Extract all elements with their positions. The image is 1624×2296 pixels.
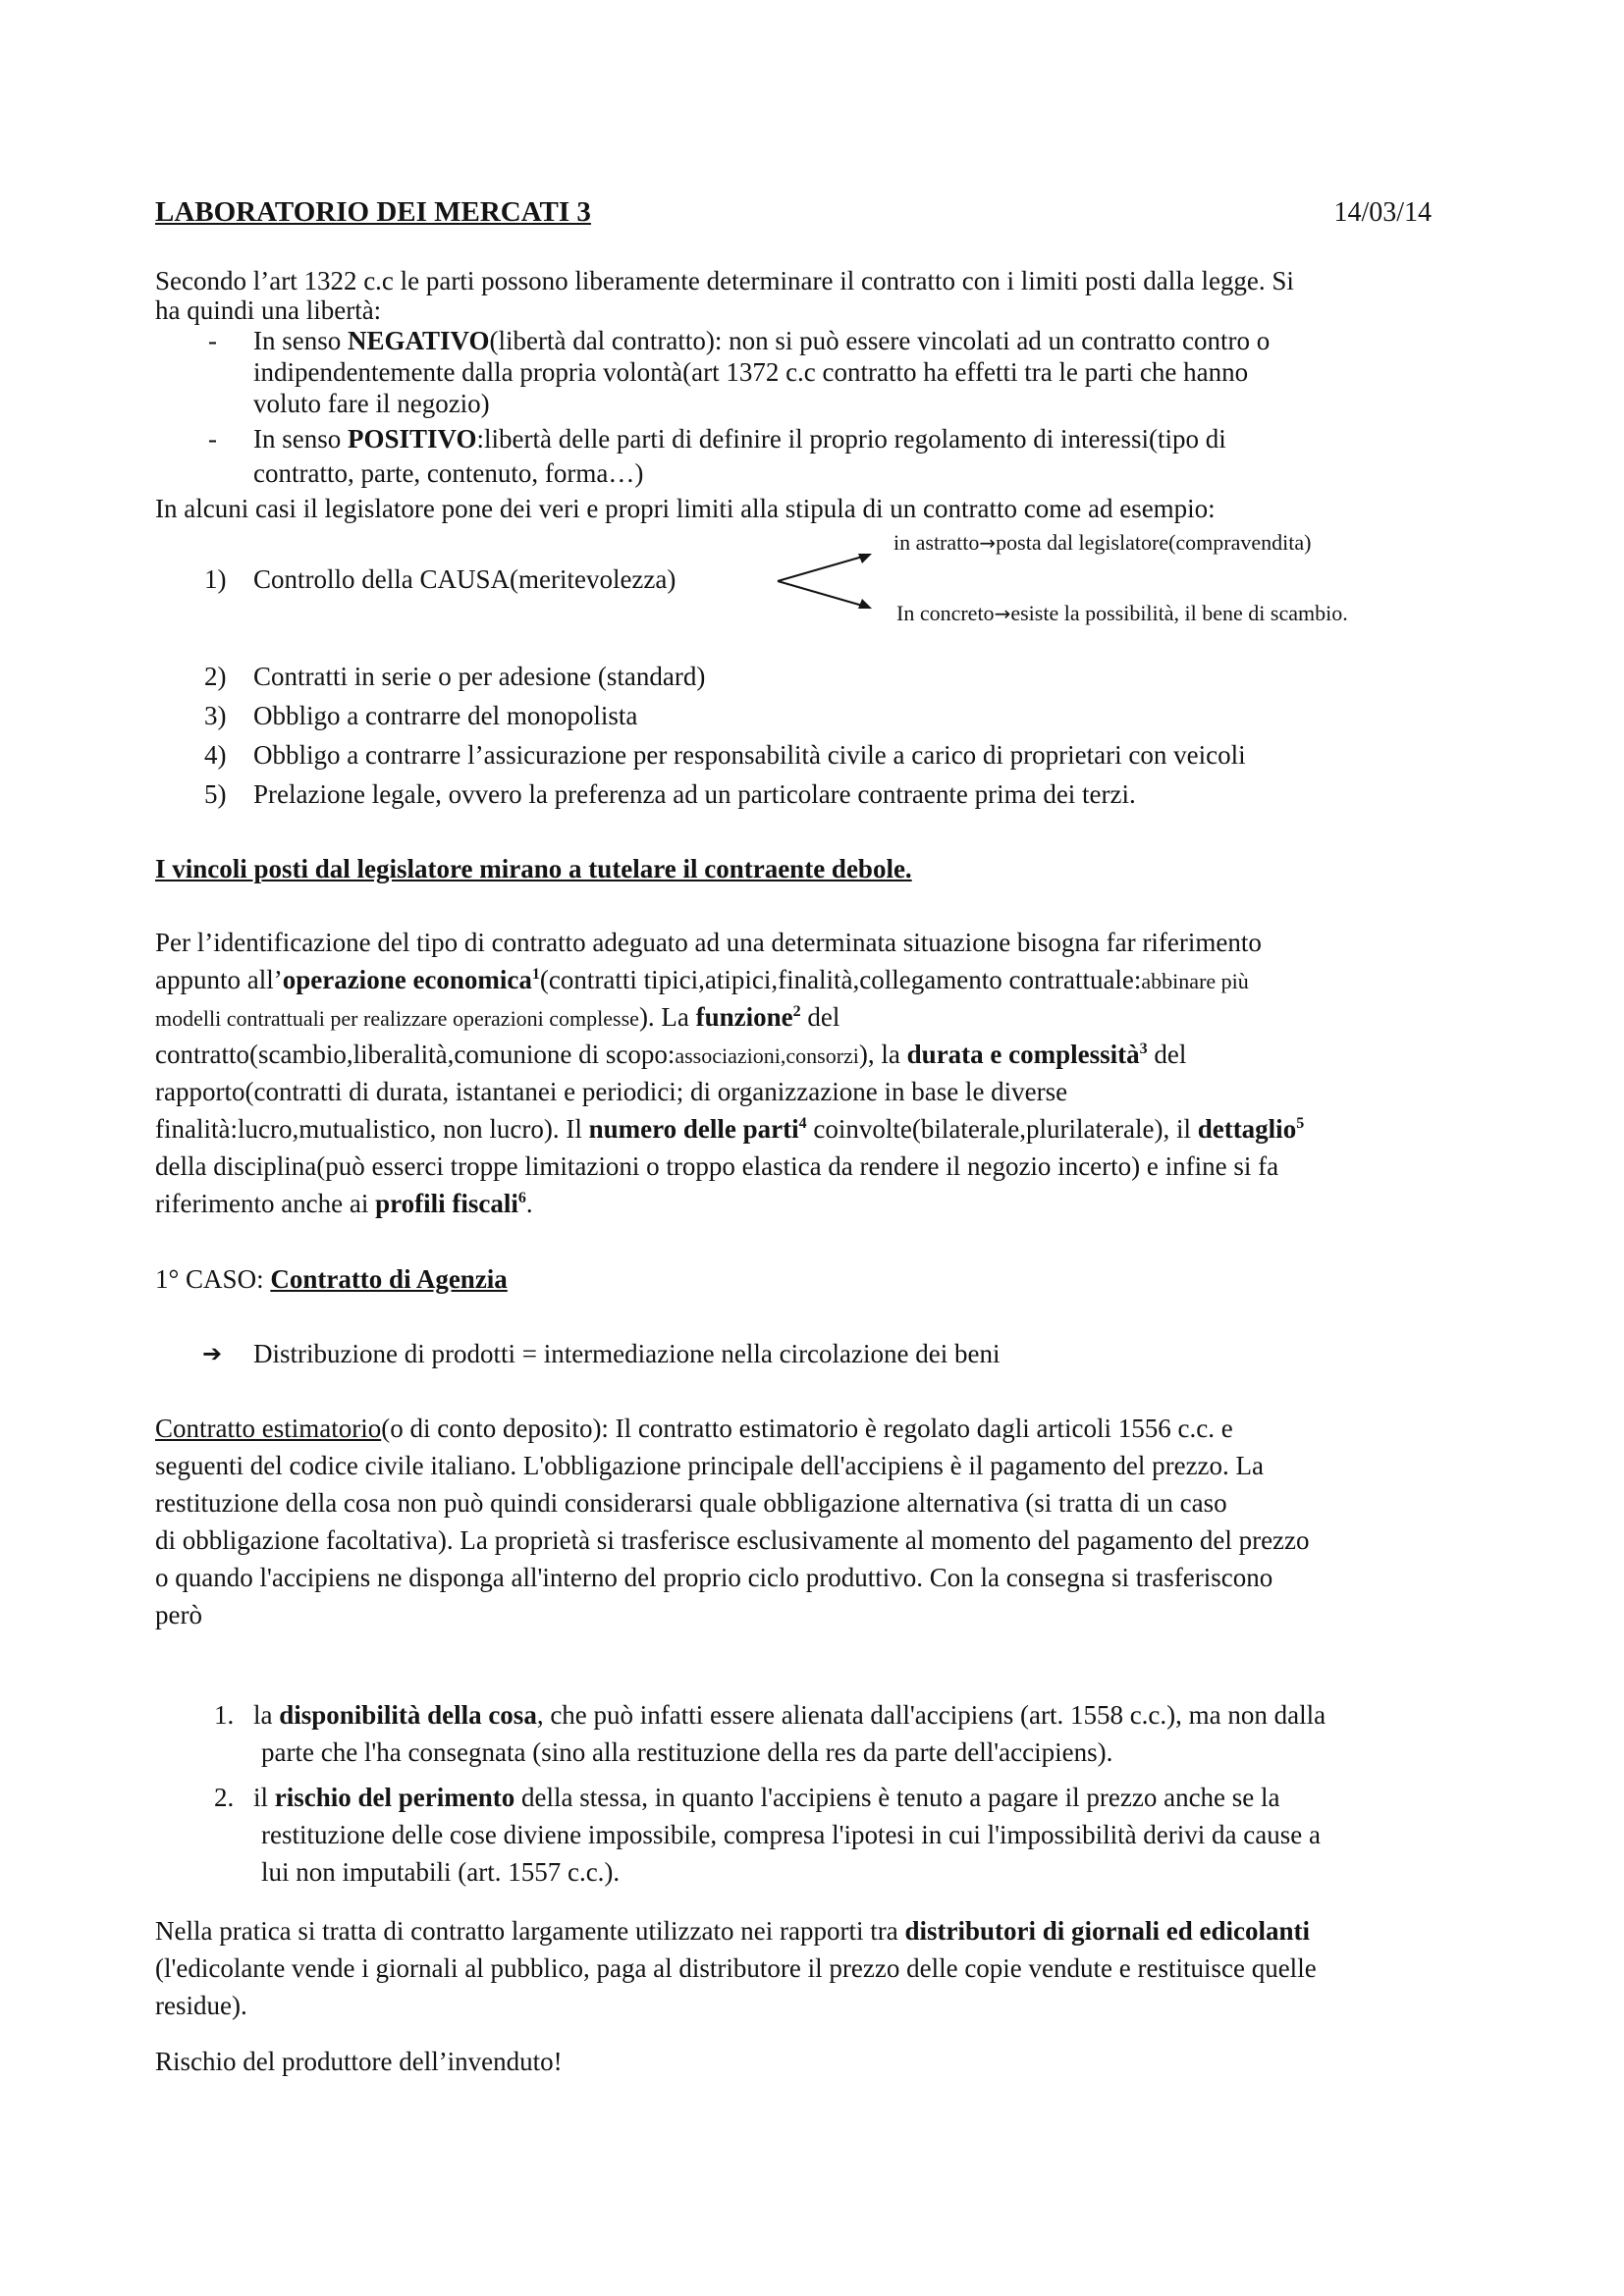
bullet-keyword: NEGATIVO bbox=[348, 326, 490, 355]
limit-text: Contratti in serie o per adesione (standard) bbox=[253, 662, 706, 691]
causa-number: 1) bbox=[204, 564, 227, 594]
branch-arrows-icon bbox=[776, 550, 874, 613]
bullet-dash: - bbox=[208, 424, 217, 454]
causa-label: Controllo della CAUSA(meritevolezza) bbox=[253, 564, 677, 594]
limit-text: Obbligo a contrarre l’assicurazione per responsabilità civile a carico di proprietari con veicoli bbox=[253, 740, 1246, 770]
document-date: 14/03/14 bbox=[1333, 197, 1432, 228]
right-arrow-icon: → bbox=[979, 531, 997, 555]
limit-text: Prelazione legale, ovvero la preferenza ad un particolare contraente prima dei terzi. bbox=[253, 779, 1136, 809]
intro-line-2: ha quindi una libertà: bbox=[155, 295, 382, 325]
right-arrow-icon: → bbox=[994, 602, 1011, 625]
limit-number: 5) bbox=[204, 779, 227, 809]
limits-intro: In alcuni casi il legislatore pone dei veri e propri limiti alla stipula di un contratto come ad esempio: bbox=[155, 494, 1216, 523]
limit-number: 4) bbox=[204, 740, 227, 770]
causa-concreto: In concreto→esiste la possibilità, il bene di scambio. bbox=[896, 601, 1348, 625]
bullet-keyword: POSITIVO bbox=[348, 424, 477, 454]
caso-heading: 1° CASO: Contratto di Agenzia bbox=[155, 1264, 508, 1294]
limit-number: 2) bbox=[204, 662, 227, 691]
limit-number: 3) bbox=[204, 701, 227, 730]
arrow-bullet-icon: ➔ bbox=[202, 1340, 223, 1367]
vincoli-heading: I vincoli posti dal legislatore mirano a tutelare il contraente debole. bbox=[155, 854, 912, 883]
estimatorio-term: Contratto estimatorio bbox=[155, 1414, 382, 1443]
document-title: LABORATORIO DEI MERCATI 3 bbox=[155, 196, 591, 228]
intro-line-1: Secondo l’art 1322 c.c le parti possono liberamente determinare il contratto con i limiti posti dalla legge. Si bbox=[155, 266, 1294, 295]
bullet-dash: - bbox=[208, 326, 217, 355]
causa-astratto: in astratto→posta dal legislatore(compravendita) bbox=[893, 530, 1312, 555]
caso-title: Contratto di Agenzia bbox=[270, 1264, 508, 1294]
rischio-line: Rischio del produttore dell’invenduto! bbox=[155, 2047, 563, 2076]
document-header bbox=[155, 194, 1432, 234]
limit-text: Obbligo a contrarre del monopolista bbox=[253, 701, 638, 730]
